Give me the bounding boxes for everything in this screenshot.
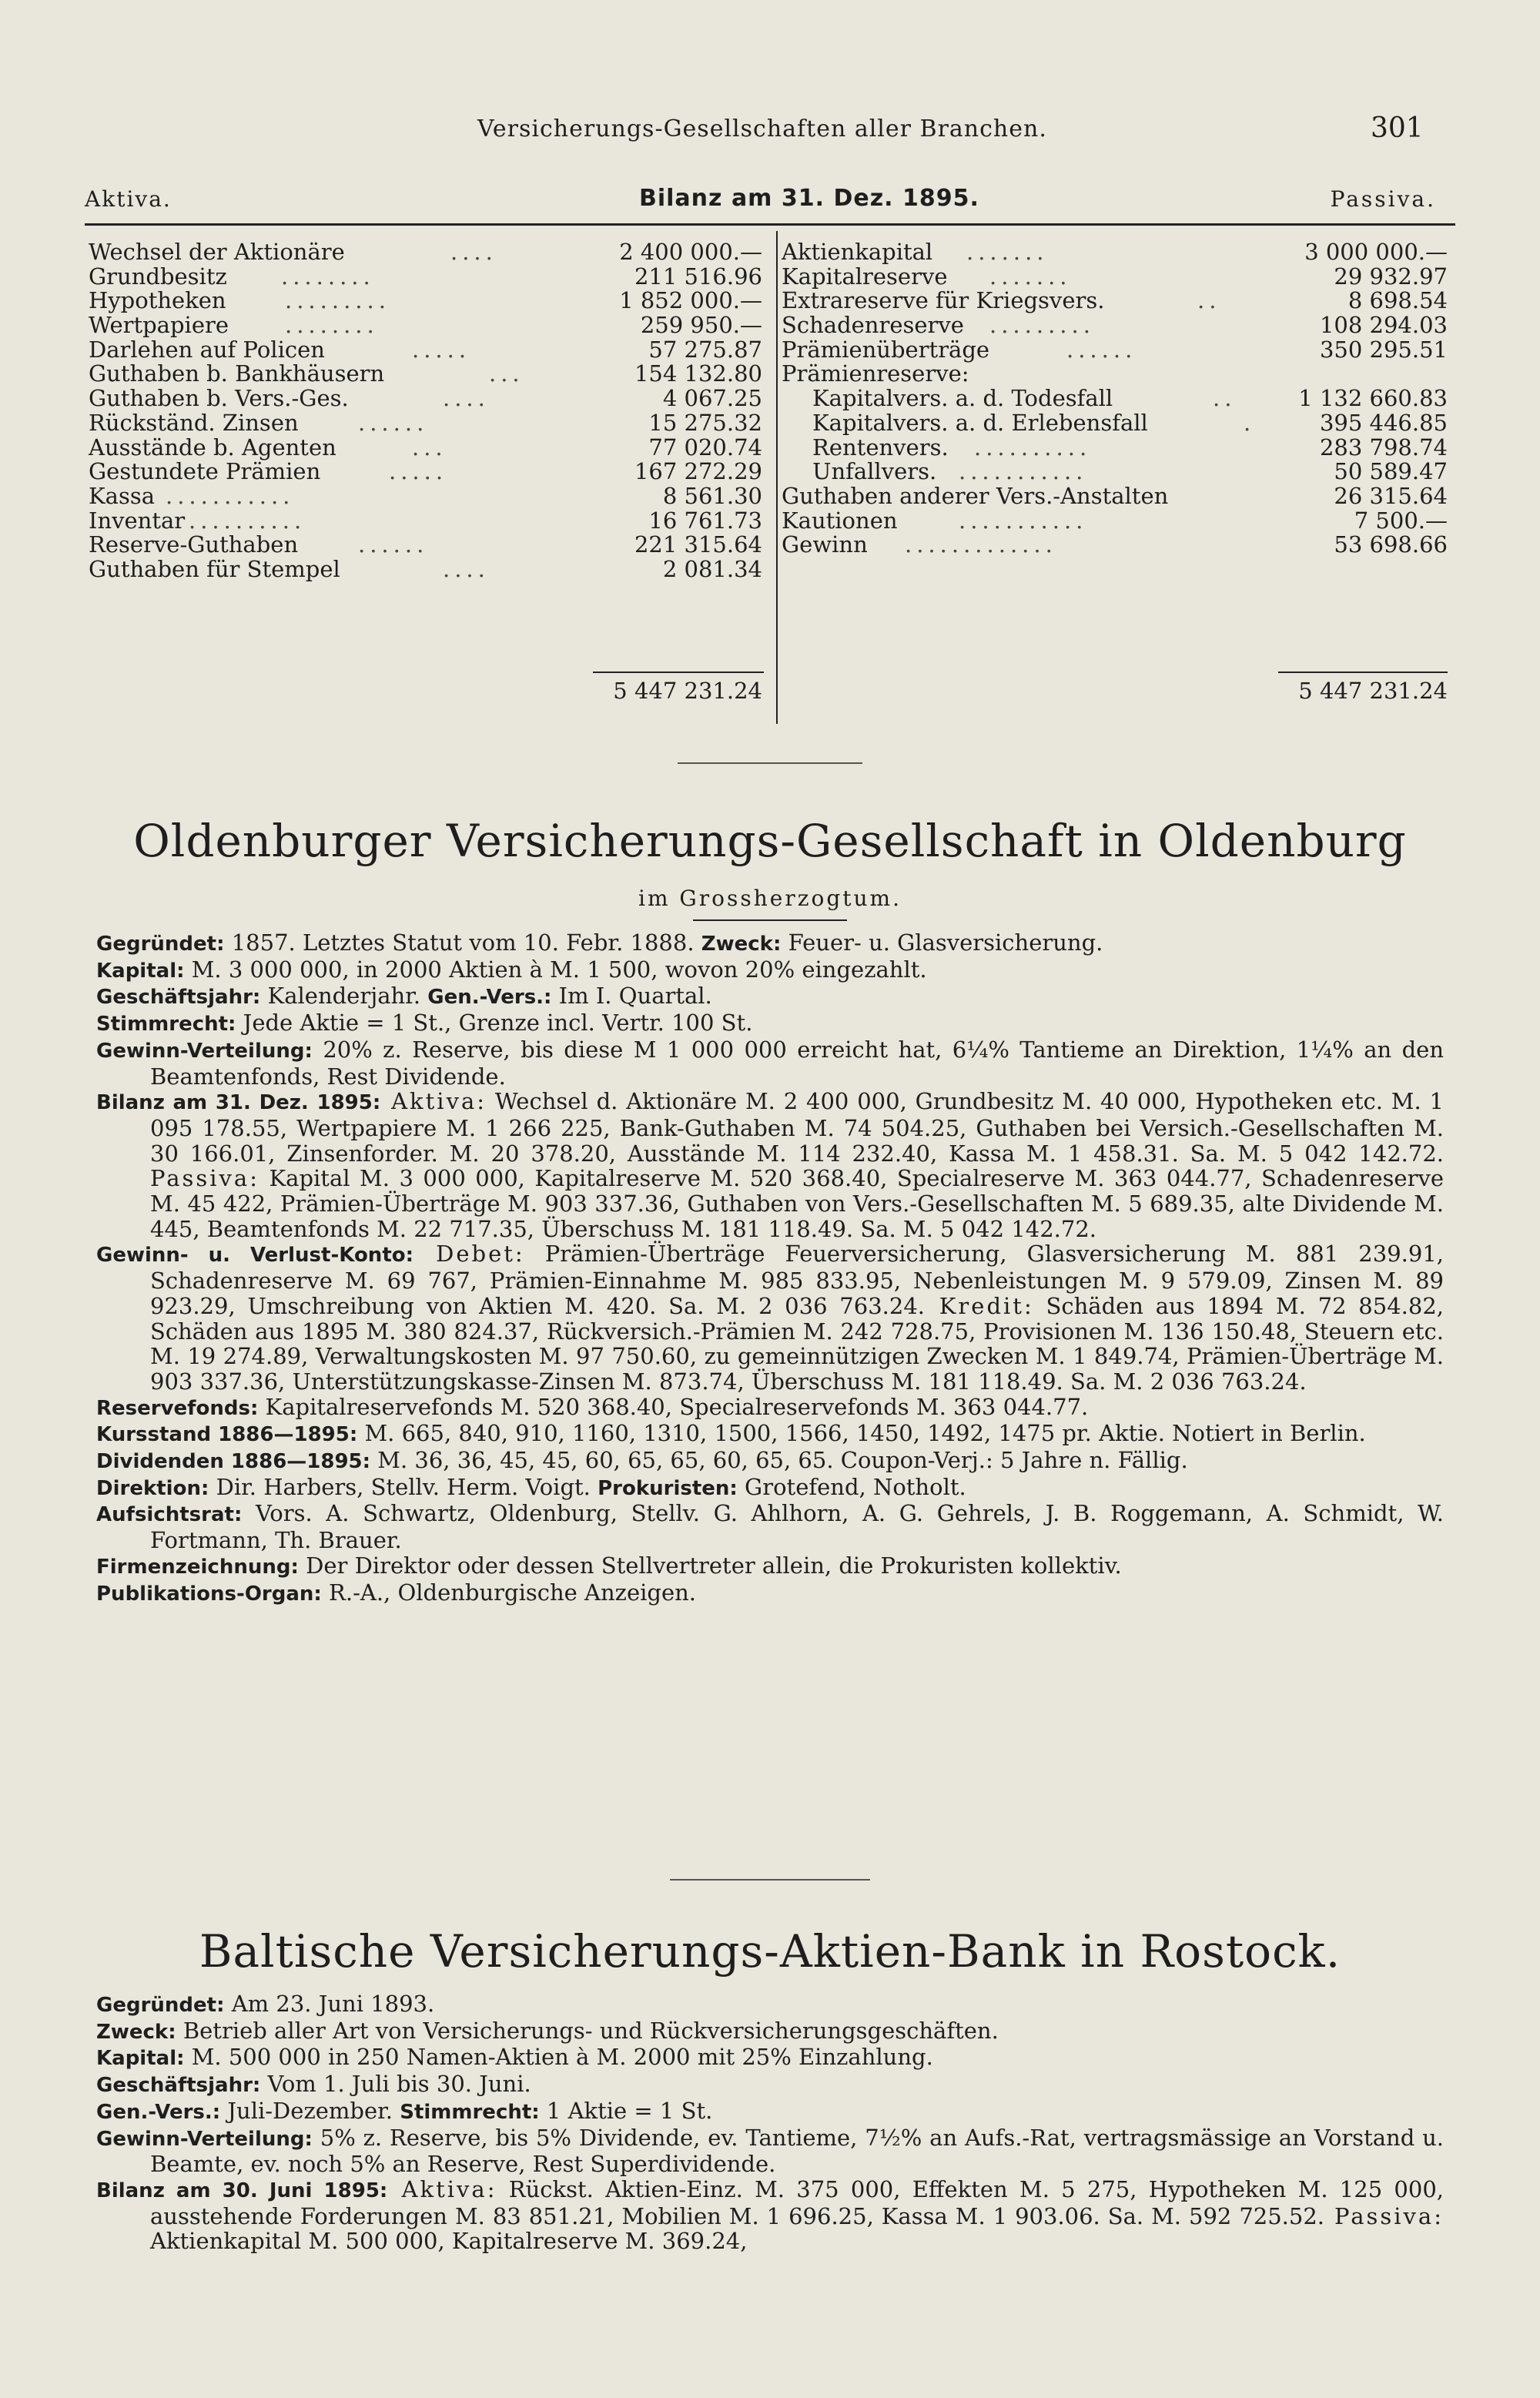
rostock-entries [96,1991,1444,2254]
section-divider [670,1879,870,1881]
passiva-row: Extrareserve für Kriegsvers. .. 8 698.54 [782,287,1448,314]
passiva-total: 5 447 231.24 [1298,678,1448,704]
entry: Geschäftsjahr: Vom 1. Juli bis 30. Juni. [96,2071,531,2098]
page-number: 301 [1371,112,1424,144]
entry: Gewinn- u. Verlust-Konto: Debet: Prämien-Überträge Feuerversicherung, Glasversicherung M. 881 239.91, Schadenreserve M. 69 767, Prämien-Einnahme M. 985 833.95, Nebenleistungen M. 9 579.09, Zinsen M. 89 923.29, Umschreibung von Aktien M. 420. Sa. M. 2 036 763.24. Kredit: Schäden aus 1894 M. 72 854.82, Schäden aus 1895 M. 380 824.37, Rückversich.-Prämien M. 242 728.75, Provisionen M. 136 150.48, Steuern etc. M. 19 274.89, Verwaltungskosten M. 97 750.60, zu gemeinnützigen Zwecken M. 1 849.74, Prämien-Überträge M. 903 337.36, Unterstützungskasse-Zinsen M. 873.74, Überschuss M. 181 118.49. Sa. M. 2 036 763.24. [96,1241,1444,1395]
entry: Kapital: M. 500 000 in 250 Namen-Aktien à M. 2000 mit 25% Einzahlung. [96,2044,933,2071]
entry: Kapital: M. 3 000 000, in 2000 Aktien à M. 1 500, wovon 20% eingezahlt. [96,956,927,983]
section-subtitle: im Grossherzogtum. [638,886,902,911]
entry: Publikations-Organ: R.-A., Oldenburgische Anzeigen. [96,1579,697,1606]
entry: Gen.-Vers.: Juli-Dezember. Stimmrecht: 1 Aktie = 1 St. [96,2097,713,2124]
passiva-sum-rule [1278,672,1448,673]
balance-header [85,186,1455,220]
aktiva-sum-rule [593,672,764,673]
aktiva-row: Darlehen auf Policen ..... 57 275.87 [89,336,762,363]
passiva-row: Aktienkapital ....... 3 000 000.— [782,239,1448,265]
entry: Aufsichtsrat: Vors. A. Schwartz, Oldenburg, Stellv. G. Ahlhorn, A. G. Gehrels, J. B. Roggemann, A. Schmidt, W. Fortmann, Th. Brauer. [96,1500,1444,1554]
entry: Zweck: Betrieb aller Art von Versicherungs- und Rückversicherungsgeschäften. [96,2017,999,2044]
running-header [0,112,1540,149]
aktiva-row: Guthaben b. Bankhäusern ... 154 132.80 [89,360,762,387]
aktiva-row: Wertpapiere ........ 259 950.— [89,312,762,339]
passiva-row: Prämienüberträge ...... 350 295.51 [782,336,1448,363]
aktiva-row: Reserve-Guthaben ...... 221 315.64 [89,531,762,558]
section-title-rostock: Baltische Versicherungs-Aktien-Bank in Rostock. [199,1925,1341,1978]
balance-column-divider [776,231,778,724]
aktiva-row: Guthaben b. Vers.-Ges. .... 4 067.25 [89,385,762,412]
aktiva-row: Ausstände b. Agenten ... 77 020.74 [89,434,762,461]
entry: Gegründet: 1857. Letztes Statut vom 10. Febr. 1888. Zweck: Feuer- u. Glasversicherung. [96,929,1103,956]
aktiva-row: Kassa ........... 8 561.30 [89,482,762,509]
oldenburg-entries [96,930,1444,1606]
entry: Bilanz am 31. Dez. 1895: Aktiva: Wechsel d. Aktionäre M. 2 400 000, Grundbesitz M. 40 000, Hypotheken etc. M. 1 095 178.55, Wertpapiere M. 1 266 225, Bank-Guthaben M. 74 504.25, Guthaben bei Versich.-Gesellschaften M. 30 166.01, Zinsenforder. M. 20 378.20, Ausstände M. 114 232.40, Kassa M. 1 458.31. Sa. M. 5 042 142.72. Passiva: Kapital M. 3 000 000, Kapitalreserve M. 520 368.40, Specialreserve M. 363 044.77, Schadenreserve M. 45 422, Prämien-Überträge M. 903 337.36, Guthaben von Vers.-Gesellschaften M. 5 689.35, alte Dividende M. 445, Beamtenfonds M. 22 717.35, Überschuss M. 181 118.49. Sa. M. 5 042 142.72. [96,1088,1445,1242]
entry: Gewinn-Verteilung: 20% z. Reserve, bis diese M 1 000 000 erreicht hat, 6¼% Tantieme an Direktion, 1¼% an den Beamtenfonds, Rest Dividende. [96,1036,1444,1090]
passiva-column [782,240,1448,558]
passiva-row: Kautionen ........... 7 500.— [782,507,1448,534]
passiva-label: Passiva. [1330,186,1436,212]
passiva-row: Kapitalreserve ....... 29 932.97 [782,263,1448,290]
passiva-row: Schadenreserve ......... 108 294.03 [782,312,1448,339]
passiva-row: Prämienreserve: [782,360,969,387]
entry: Direktion: Dir. Harbers, Stellv. Herm. Voigt. Prokuristen: Grotefend, Notholt. [96,1473,966,1500]
entry: Firmenzeichnung: Der Direktor oder dessen Stellvertreter allein, die Prokuristen kollektiv. [96,1552,1122,1579]
passiva-row: Guthaben anderer Vers.-Anstalten 26 315.64 [782,482,1448,509]
aktiva-row: Gestundete Prämien ..... 167 272.29 [89,458,762,485]
section-divider [678,762,862,764]
entry: Kursstand 1886—1895: M. 665, 840, 910, 1160, 1310, 1500, 1566, 1450, 1492, 1475 pr. Aktie. Notiert in Berlin. [96,1420,1366,1447]
passiva-row: Unfallvers. ........... 50 589.47 [812,458,1448,485]
balance-top-rule [85,223,1455,226]
entry: Reservefonds: Kapitalreservefonds M. 520 368.40, Specialreservefonds M. 363 044.77. [96,1393,1089,1420]
passiva-row: Kapitalvers. a. d. Todesfall .. 1 132 660.83 [812,385,1448,412]
balance-title: Bilanz am 31. Dez. 1895. [639,185,979,212]
aktiva-label: Aktiva. [85,186,172,212]
aktiva-row: Rückständ. Zinsen ...... 15 275.32 [89,409,762,436]
entry: Bilanz am 30. Juni 1895: Aktiva: Rückst. Aktien-Einz. M. 375 000, Effekten M. 5 275, Hypotheken M. 125 000, ausstehende Forderungen M. 83 851.21, Mobilien M. 1 696.25, Kassa M. 1 903.06. Sa. M. 592 725.52. Passiva: Aktienkapital M. 500 000, Kapitalreserve M. 369.24, [96,2175,1444,2255]
entry: Gegründet: Am 23. Juni 1893. [96,1991,435,2017]
aktiva-row: Inventar .......... 16 761.73 [89,507,762,534]
running-title: Versicherungs-Gesellschaften aller Branchen. [477,116,1047,142]
aktiva-row: Grundbesitz ........ 211 516.96 [89,263,762,290]
passiva-row: Kapitalvers. a. d. Erlebensfall . 395 446.85 [812,409,1448,436]
entry: Dividenden 1886—1895: M. 36, 36, 45, 45, 60, 65, 65, 60, 65, 65. Coupon-Verj.: 5 Jahre n. Fällig. [96,1447,1188,1474]
aktiva-row: Wechsel der Aktionäre .... 2 400 000.— [89,239,762,265]
section-title-oldenburg: Oldenburger Versicherungs-Gesellschaft in Oldenburg [133,815,1407,867]
aktiva-total: 5 447 231.24 [613,678,762,704]
aktiva-row: Hypotheken ......... 1 852 000.— [89,287,762,314]
subtitle-rule [693,919,847,921]
passiva-row: Rentenvers. .......... 283 798.74 [812,434,1448,461]
entry: Geschäftsjahr: Kalenderjahr. Gen.-Vers.: Im I. Quartal. [96,983,712,1010]
entry: Stimmrecht: Jede Aktie = 1 St., Grenze incl. Vertr. 100 St. [96,1010,753,1037]
aktiva-row: Guthaben für Stempel .... 2 081.34 [89,555,762,582]
aktiva-column [89,240,762,582]
passiva-row: Gewinn ............. 53 698.66 [782,531,1448,558]
entry: Gewinn-Verteilung: 5% z. Reserve, bis 5% Dividende, ev. Tantieme, 7½% an Aufs.-Rat, vertragsmässige an Vorstand u. Beamte, ev. noch 5% an Reserve, Rest Superdividende. [96,2124,1444,2178]
